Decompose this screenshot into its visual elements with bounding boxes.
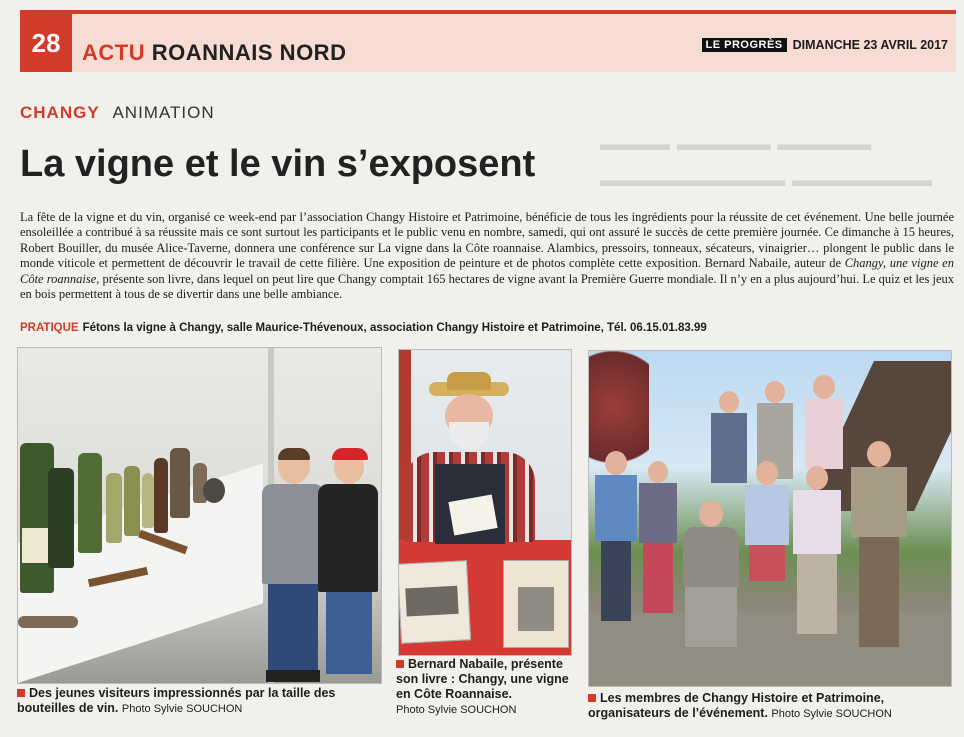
newspaper-logo: LE PROGRÈS (702, 38, 787, 52)
photo-credit: Photo Sylvie SOUCHON (396, 704, 517, 716)
caption-photo-3 (588, 691, 958, 722)
caption-photo-1 (17, 686, 377, 717)
bottle (154, 458, 168, 533)
caption-text: Bernard Nabaile, présente son livre : Changy, une vigne en Côte Roannaise. (396, 657, 569, 701)
caption-text: Les membres de Changy Histoire et Patrimoine, organisateurs de l’événement. (588, 691, 885, 720)
masthead (702, 38, 949, 52)
page-number: 28 (20, 14, 72, 72)
article-category: ANIMATION (112, 103, 215, 122)
caption-bullet (588, 694, 596, 702)
pratique-tag: PRATIQUE (20, 322, 79, 334)
bottle (78, 453, 102, 553)
person (593, 451, 639, 631)
book-cover (503, 560, 569, 648)
tool (18, 616, 78, 628)
practical-info (20, 322, 707, 334)
book-cover (398, 560, 471, 644)
body-part-2: , présente son livre, dans lequel on peut lire que Changy comptait 165 hectares de vigne avant la Première Guerre mondiale. Il n’y en a plus aujourd’hui. Le quiz et les jeux en bois permettent à tous de se divertir dans une belle ambiance. (20, 271, 954, 302)
photo-credit: Photo Sylvie SOUCHON (771, 708, 892, 720)
article-headline: La vigne et le vin s’exposent (20, 143, 536, 185)
bottle (106, 473, 122, 543)
issue-date: DIMANCHE 23 AVRIL 2017 (792, 38, 948, 52)
article-body (20, 210, 954, 302)
bottle (170, 448, 190, 518)
caption-bullet (17, 689, 25, 697)
article-kicker (20, 103, 215, 123)
person (637, 461, 679, 631)
bottle (48, 468, 74, 568)
photo-bottles-children (17, 347, 382, 684)
person (741, 461, 793, 631)
book-title: Changy, une vigne en Côte roannaise (20, 256, 954, 286)
author (399, 370, 571, 550)
bottle (142, 473, 154, 528)
child-2 (314, 448, 380, 683)
page-header (20, 10, 956, 72)
article-place: CHANGY (20, 103, 100, 122)
bleed-through-text: ▁▁▁ ▁▁▁▁ ▁▁▁▁ ▁▁▁▁▁▁▁▁ ▁▁▁▁▁▁ (600, 116, 932, 185)
lantern (203, 478, 225, 503)
pratique-text: Fétons la vigne à Changy, salle Maurice-Thévenoux, association Changy Histoire et Patrimoine, Tél. 06.15.01.83.99 (82, 322, 707, 334)
person (847, 441, 911, 661)
photo-credit: Photo Sylvie SOUCHON (121, 703, 243, 715)
person (675, 501, 747, 661)
section-region: ROANNAIS NORD (151, 40, 347, 65)
section-actu: ACTU (82, 40, 146, 65)
person (789, 466, 845, 641)
caption-photo-2 (396, 657, 576, 718)
body-part-1: La fête de la vigne et du vin, organisé ce week-end par l’association Changy Histoire et Patrimoine, bénéficie de tous les ingrédients pour la réussite de cet événement. Une belle journée ensoleillée a contribué à sa réussite mais ce sont surtout les participants et le public venu en nombre, samedi, qui ont assuré le succès de cette première journée. Ce dimanche à 15 heures, Robert Bouiller, du musée Alice-Taverne, donnera une conférence sur La vigne dans la Côte roannaise. Alambics, pressoirs, tonneaux, sécateurs, vinaigrier… plongent le public dans le monde viticole et permettent de découvrir le travail de cette filière. Une exposition de peinture et de photos complète cette exposition. Bernard Nabaile, auteur de (20, 210, 954, 271)
bottle (124, 466, 140, 536)
caption-text: Des jeunes visiteurs impressionnés par la taille des bouteilles de vin. (17, 686, 336, 715)
photo-author-book (398, 349, 572, 656)
caption-bullet (396, 660, 404, 668)
section-title (82, 40, 346, 66)
header-rule (20, 10, 956, 14)
photo-group (588, 350, 952, 687)
